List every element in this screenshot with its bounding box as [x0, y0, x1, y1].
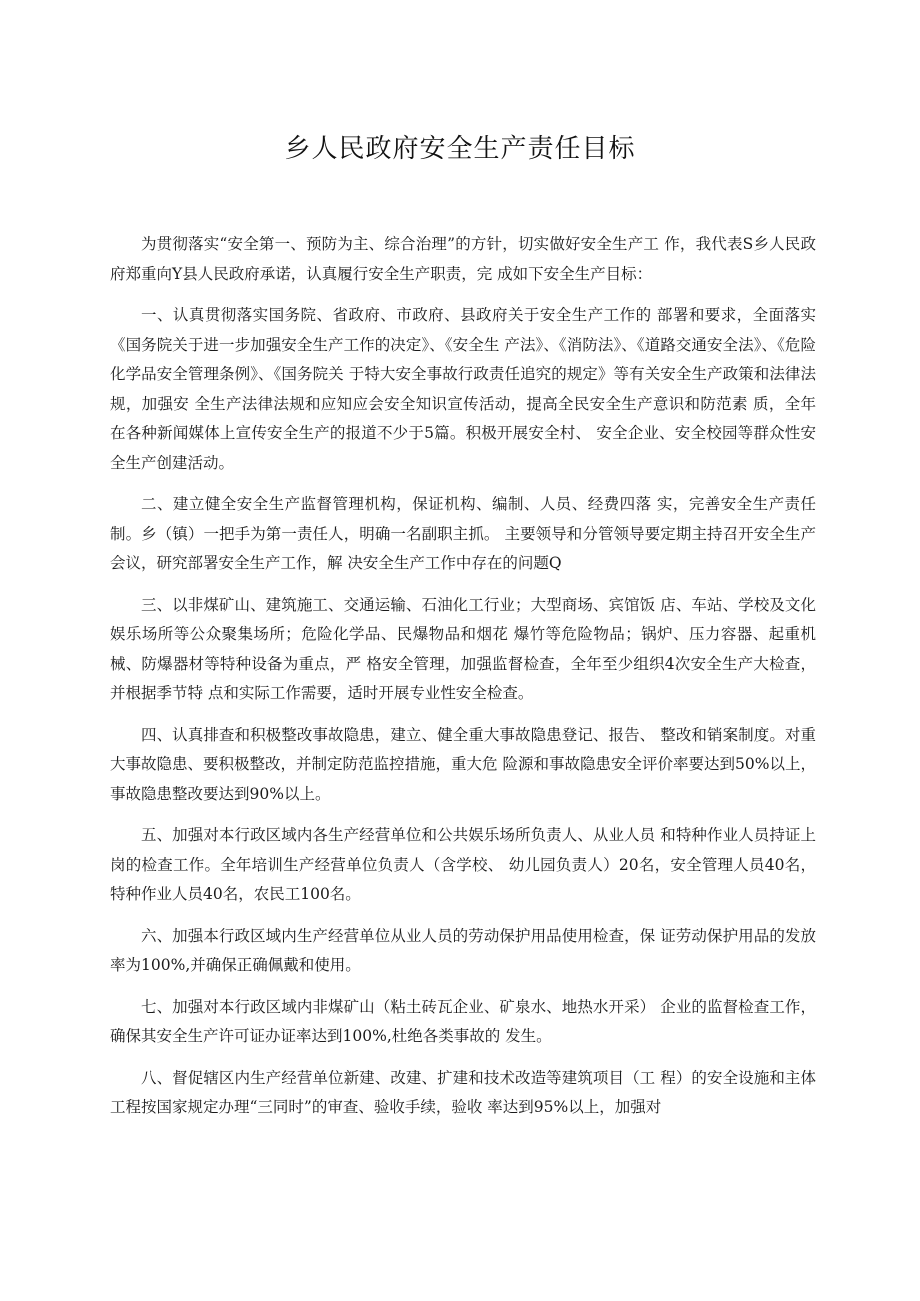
item-4-paragraph: 四、认真排查和积极整改事故隐患，建立、健全重大事故隐患登记、报告、 整改和销案制度。对重大事故隐患、要积极整改，并制定防范监控措施，重大危 险源和事故隐患安全评价率要达到50%以上，事故隐患整改要达到90%以上。	[110, 725, 816, 803]
item-7-paragraph: 七、加强对本行政区域内非煤矿山（粘土砖瓦企业、矿泉水、地热水开采） 企业的监督检查工作，确保其安全生产许可证办证率达到100%,杜绝各类事故的 发生。	[110, 997, 816, 1045]
document-title: 乡人民政府安全生产责任目标	[284, 134, 636, 164]
item-2-paragraph: 二、建立健全安全生产监督管理机构，保证机构、编制、人员、经费四落 实，完善安全生产责任制。乡（镇）一把手为第一责任人，明确一名副职主抓。 主要领导和分管领导要定期主持召开安全生产会议，研究部署安全生产工作，解 决安全生产工作中存在的问题Q	[110, 495, 816, 572]
item-1-paragraph: 一、认真贯彻落实国务院、省政府、市政府、县政府关于安全生产工作的 部署和要求，全面落实《国务院关于进一步加强安全生产工作的决定》、《安全生 产法》、《消防法》、《道路交通安全法》、《危险化学品安全管理条例》、《国务院关 于特大安全事故行政责任追究的规定》等有关安全生产政策和法律法规，加强安 全生产法律法规和应知应会安全知识宣传活动，提高全民安全生产意识和防范素 质，全年在各种新闻媒体上宣传安全生产的报道不少于5篇。积极开展安全村、 安全企业、安全校园等群众性安全生产创建活动。	[110, 306, 816, 472]
item-5-paragraph: 五、加强对本行政区域内各生产经营单位和公共娱乐场所负责人、从业人员 和特种作业人员持证上岗的检查工作。全年培训生产经营单位负责人（含学校、 幼儿园负责人）20名，安全管理人员40名，特种作业人员40名，农民工100名。	[110, 826, 816, 903]
item-6-paragraph: 六、加强本行政区域内生产经营单位从业人员的劳动保护用品使用检查，保 证劳动保护用品的发放率为100%,并确保正确佩戴和使用。	[110, 926, 816, 974]
item-8-paragraph: 八、督促辖区内生产经营单位新建、改建、扩建和技术改造等建筑项目（工 程）的安全设施和主体工程按国家规定办理“三同时”的审查、验收手续，验收 率达到95%以上，加强对	[110, 1068, 816, 1116]
document-body	[110, 230, 816, 1135]
intro-paragraph: 为贯彻落实“安全第一、预防为主、综合治理”的方针，切实做好安全生产工 作，我代表S乡人民政府郑重向Y县人民政府承诺，认真履行安全生产职责，完 成如下安全生产目标：	[110, 235, 816, 283]
item-3-paragraph: 三、以非煤矿山、建筑施工、交通运输、石油化工行业；大型商场、宾馆饭 店、车站、学校及文化娱乐场所等公众聚集场所；危险化学品、民爆物品和烟花 爆竹等危险物品；锅炉、压力容器、起重机械、防爆器材等特种设备为重点，严 格安全管理，加强监督检查，全年至少组织4次安全生产大检查，并根据季节特 点和实际工作需要，适时开展专业性安全检查。	[110, 595, 816, 702]
